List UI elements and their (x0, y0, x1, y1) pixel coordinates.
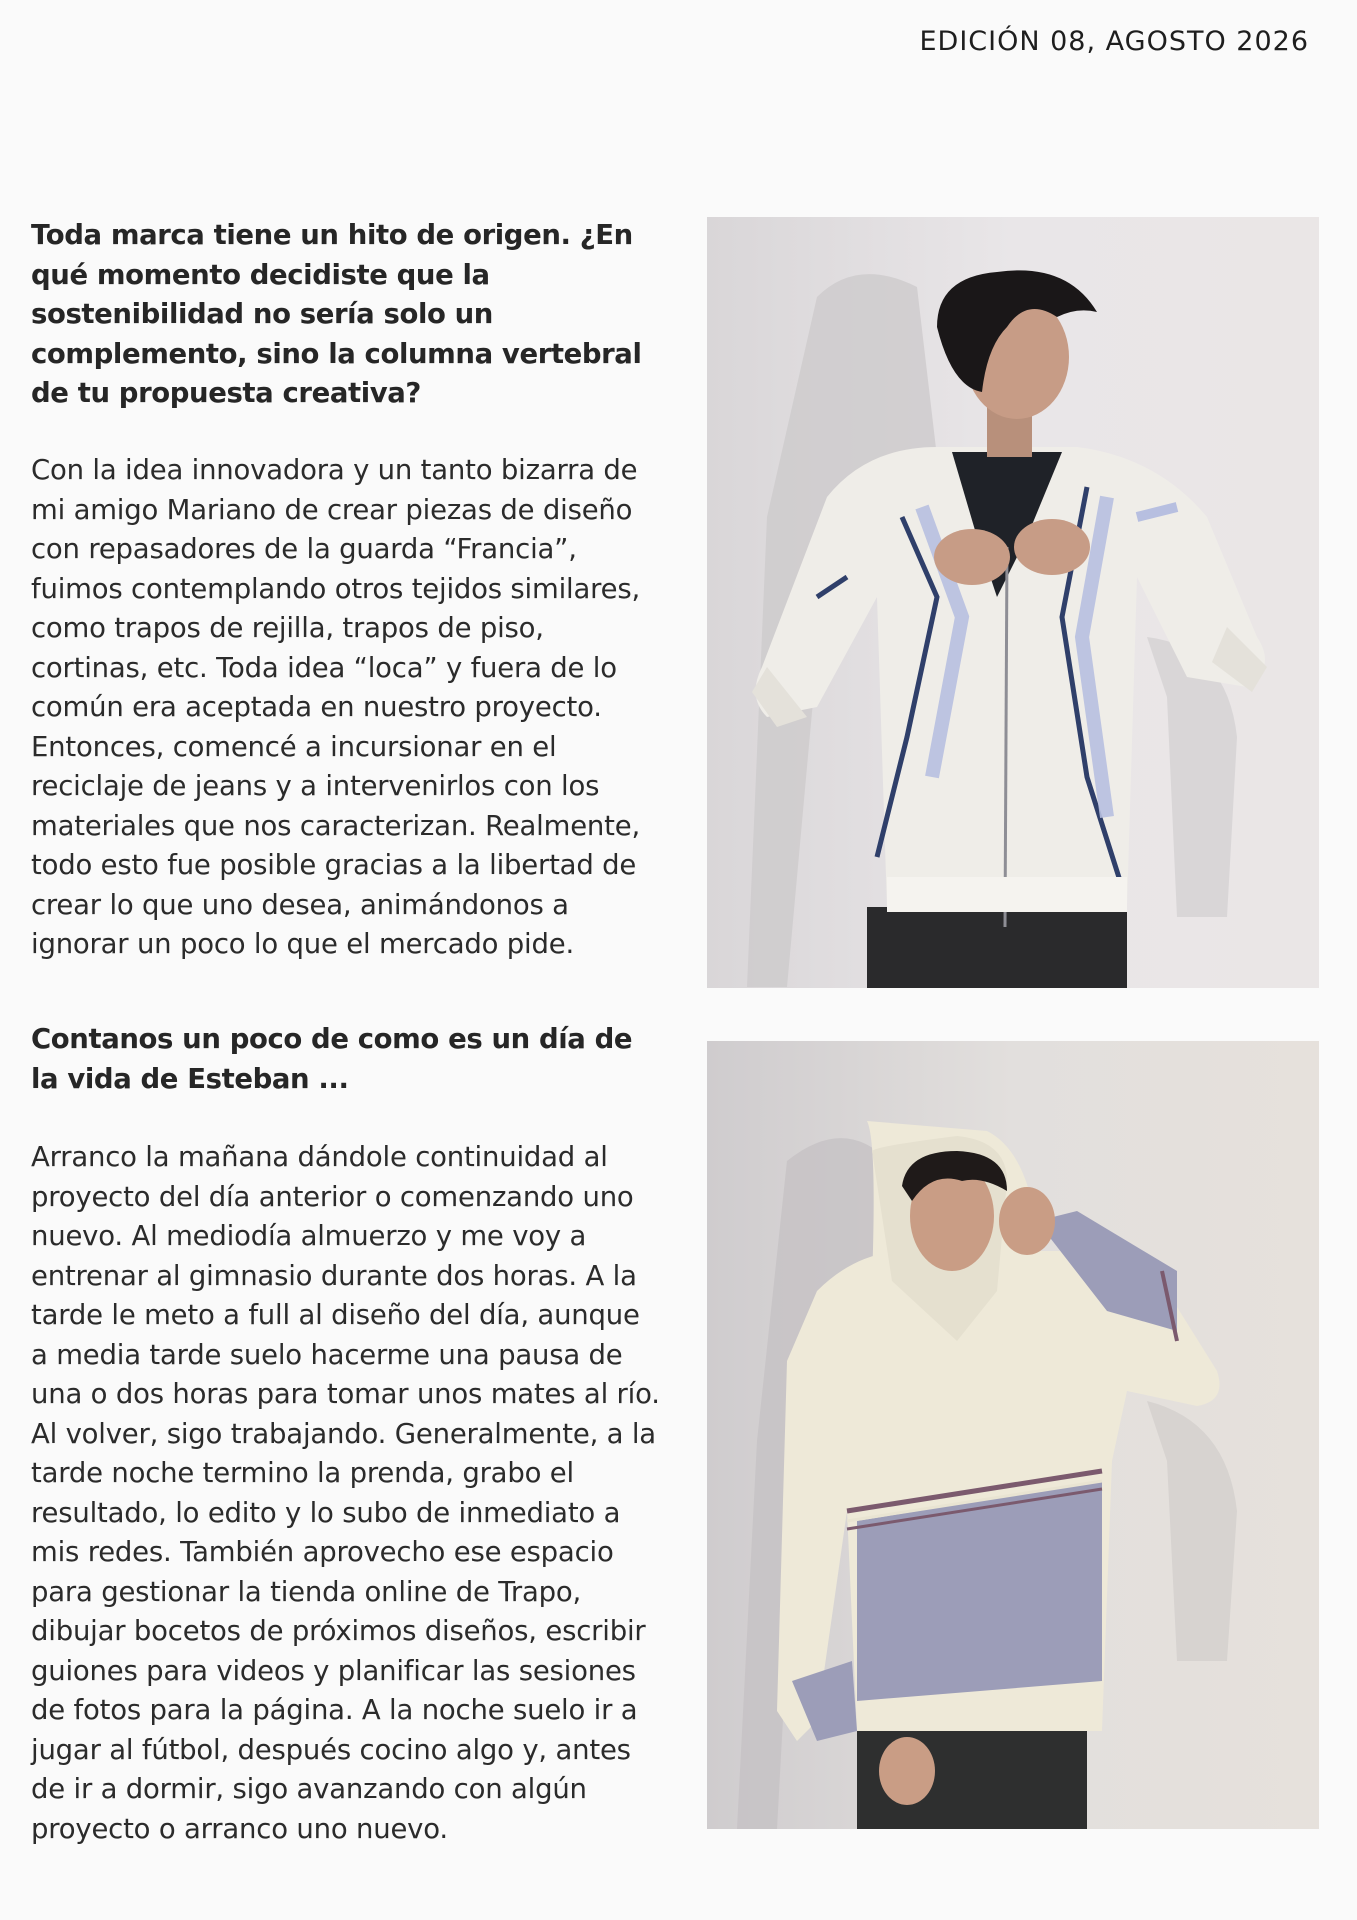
question-daily-life: Contanos un poco de como es un día de la vida de Esteban ... (31, 1023, 633, 1095)
photo-zip-hoodie (707, 217, 1319, 988)
edition-label: EDICIÓN 08, AGOSTO 2026 (919, 26, 1309, 57)
question-origin: Toda marca tiene un hito de origen. ¿En qué momento decidiste que la sostenibilidad no sería solo un complemento, sino la columna vertebral de tu propuesta creativa? (31, 219, 642, 409)
answer-daily-life: Arranco la mañana dándole continuidad al proyecto del día anterior o comenzando uno nuevo. Al mediodía almuerzo y me voy a entrenar al gimnasio durante dos horas. A la tarde le meto a full al diseño del día, aunque a media tarde suelo hacerme una pausa de una o dos horas para tomar unos mates al río. Al volver, sigo trabajando. Generalmente, a la tarde noche termino la prenda, grabo el resultado, lo edito y lo subo de inmediato a mis redes. También aprovecho ese espacio para gestionar la tienda online de Trapo, dibujar bocetos de próximos diseños, escribir guiones para videos y planificar las sesiones de fotos para la página. A la noche suelo ir a jugar al fútbol, después cocino algo y, antes de ir a dormir, sigo avanzando con algún proyecto o arranco uno nuevo. (31, 1141, 660, 1845)
photo-hooded-sweatshirt (707, 1041, 1319, 1829)
answer-origin: Con la idea innovadora y un tanto bizarra de mi amigo Mariano de crear piezas de diseño con repasadores de la guarda “Francia”, fuimos contemplando otros tejidos similares, como trapos de rejilla, trapos de piso, cortinas, etc. Toda idea “loca” y fuera de lo común era aceptada en nuestro proyecto. Entonces, comencé a incursionar en el reciclaje de jeans y a intervenirlos con los materiales que nos caracterizan. Realmente, todo esto fue posible gracias a la libertad de crear lo que uno desea, animándonos a ignorar un poco lo que el mercado pide. (31, 454, 641, 960)
